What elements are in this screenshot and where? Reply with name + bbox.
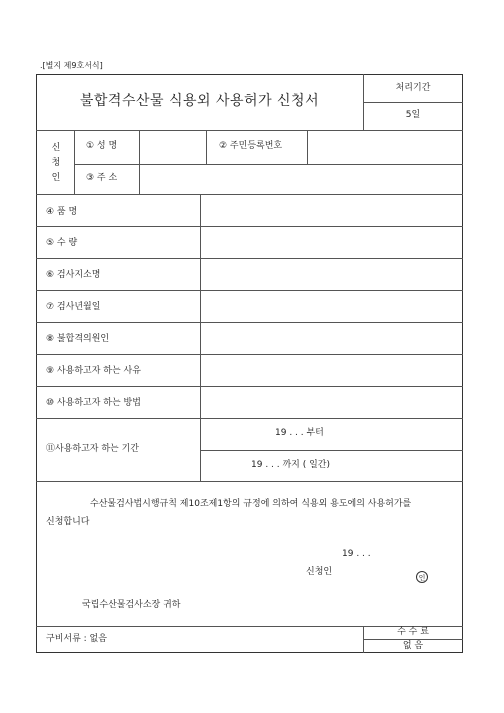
divider [363, 102, 463, 103]
fee-label: 수 수 료 [397, 627, 429, 637]
divider [36, 226, 463, 227]
processing-period-value: 5일 [405, 110, 421, 120]
quantity-label: ⑤ 수 량 [46, 238, 78, 248]
applicant-char: 인 [51, 173, 61, 183]
divider [36, 322, 463, 323]
address-label: ③ 주 소 [86, 173, 118, 183]
inspection-office-label: ⑥ 검사지소명 [46, 270, 101, 280]
divider [36, 481, 463, 482]
required-documents: 구비서류 : 없음 [46, 634, 107, 644]
form-number: .[별지 제9호서식] [40, 61, 103, 70]
resident-number-field[interactable] [308, 131, 462, 163]
name-label: ① 성 명 [86, 141, 118, 151]
applicant-char: 청 [51, 158, 61, 168]
divider [74, 130, 75, 194]
applicant-signature-label: 신청인 [306, 567, 333, 577]
usage-method-label: ⑩ 사용하고자 하는 방법 [46, 398, 141, 408]
divider [36, 194, 463, 195]
seal-text: 인 [416, 571, 428, 583]
usage-reason-label: ⑨ 사용하고자 하는 사유 [46, 366, 141, 376]
addressee: 국립수산물검사소장 귀하 [82, 600, 181, 610]
period-from[interactable]: 19 . . . 부터 [275, 428, 324, 438]
divider [36, 258, 463, 259]
divider [200, 450, 463, 451]
divider [36, 354, 463, 355]
period-to[interactable]: 19 . . . 까지 ( 일간) [251, 460, 330, 470]
name-field[interactable] [140, 131, 205, 163]
divider [36, 418, 463, 419]
statement-line-1: 수산물검사법시행규칙 제10조제1항의 규정에 의하여 식용외 용도에의 사용허가를 [90, 499, 412, 509]
divider [36, 290, 463, 291]
seal-icon [416, 566, 428, 585]
address-field[interactable] [140, 165, 462, 193]
resident-number-label: ② 주민등록번호 [219, 141, 283, 151]
application-date[interactable]: 19 . . . [342, 549, 371, 559]
divider [363, 639, 463, 640]
divider [200, 194, 201, 481]
form-title: 불합격수산물 식용외 사용허가 신청서 [79, 93, 320, 109]
failure-cause-label: ⑧ 불합격의원인 [46, 334, 110, 344]
inspection-date-label: ⑦ 검사년월일 [46, 302, 101, 312]
statement-line-2: 신청합니다 [46, 517, 90, 527]
fee-value: 없 음 [402, 641, 424, 651]
usage-period-label: ⑪사용하고자 하는 기간 [46, 444, 139, 454]
item-name-label: ④ 품 명 [46, 207, 78, 217]
divider [36, 386, 463, 387]
applicant-char: 신 [51, 143, 61, 153]
processing-period-label: 처리기간 [395, 83, 431, 93]
applicant-label [50, 141, 62, 186]
divider [206, 130, 207, 164]
